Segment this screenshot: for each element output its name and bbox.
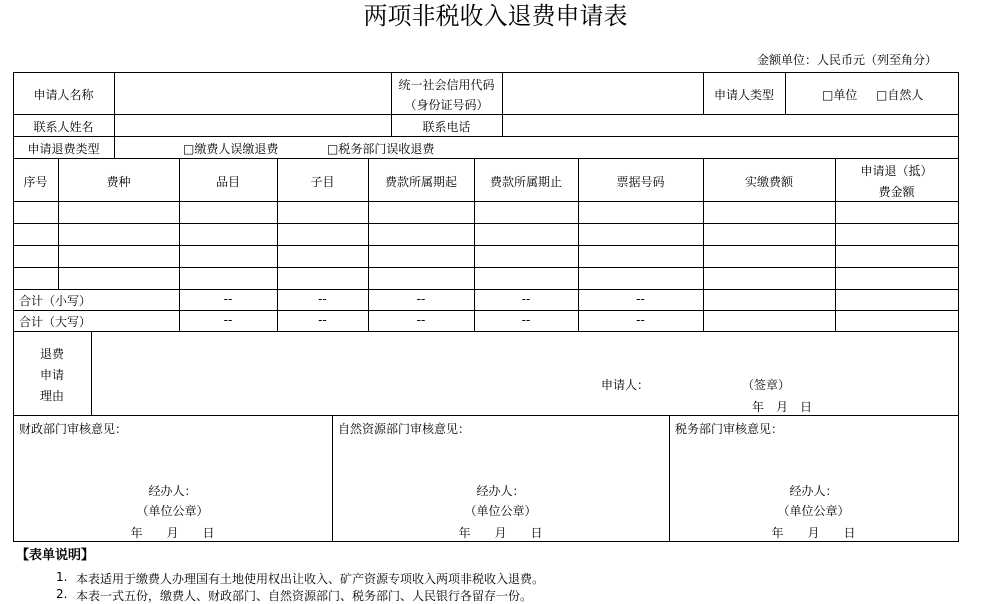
table-row[interactable]: [14, 202, 958, 223]
note-text: 本表一式五份，缴费人、财政部门、自然资源部门、税务部门、人民银行各留存一份。: [76, 589, 533, 603]
finance-handler: 经办人：: [148, 484, 197, 498]
note-number: 2.: [56, 587, 68, 601]
note-text: 本表适用于缴费人办理国有土地使用权出让收入、矿产资源专项收入两项非税收入退费。: [76, 572, 545, 586]
table-row[interactable]: [14, 246, 958, 267]
refund-type-label: 申请退费类型: [27, 142, 100, 156]
applicant-name-label: 申请人名称: [33, 88, 94, 102]
col-refund-amount-line2: 费金额: [878, 185, 915, 199]
col-receipt-no: 票据号码: [616, 175, 665, 189]
phone-label: 联系电话: [422, 120, 471, 134]
total-big-receipt-dash: --: [636, 313, 645, 327]
total-big-end-dash: --: [521, 313, 531, 327]
applicant-name-field[interactable]: [115, 73, 391, 114]
signature-seal-label: （签章）: [742, 378, 791, 392]
total-small-label: 合计（小写）: [19, 294, 92, 308]
resources-seal: （单位公章）: [464, 504, 537, 518]
col-seq: 序号: [23, 175, 48, 189]
finance-review-label: 财政部门审核意见：: [19, 422, 128, 436]
applicant-type-unit-checkbox[interactable]: □单位: [822, 88, 858, 102]
credit-code-field[interactable]: [503, 73, 703, 114]
col-fee-type: 费种: [106, 175, 131, 189]
col-period-start: 费款所属期起: [384, 175, 457, 189]
contact-name-field[interactable]: [115, 115, 391, 136]
applicant-sign-label: 申请人：: [601, 378, 650, 392]
col-item: 品目: [215, 175, 240, 189]
table-row[interactable]: [14, 268, 958, 289]
total-big-item-dash: --: [223, 313, 233, 327]
credit-code-label: 统一社会信用代码: [398, 78, 495, 92]
phone-field[interactable]: [503, 115, 958, 136]
form-title: 两项非税收入退费申请表: [363, 2, 628, 30]
finance-seal: （单位公章）: [136, 504, 209, 518]
resources-review-label: 自然资源部门审核意见：: [338, 422, 471, 436]
reason-label-1: 退费: [39, 347, 64, 361]
reason-label-2: 申请: [39, 368, 64, 382]
payer-error-refund-checkbox[interactable]: □缴费人误缴退费: [183, 142, 279, 156]
total-small-receipt-dash: --: [636, 292, 645, 306]
tax-error-refund-checkbox[interactable]: □税务部门误收退费: [327, 142, 435, 156]
note-number: 1.: [56, 570, 68, 584]
currency-unit: 金额单位：人民币元（列至角分）: [756, 53, 937, 67]
tax-handler: 经办人：: [789, 484, 838, 498]
total-small-subitem-dash: --: [318, 292, 327, 306]
reason-field[interactable]: [92, 332, 958, 372]
col-paid-amount: 实缴费额: [744, 175, 793, 189]
col-refund-amount-line1: 申请退（抵）: [860, 164, 933, 178]
total-small-end-dash: --: [521, 292, 531, 306]
resources-handler: 经办人：: [476, 484, 525, 498]
reason-date: 年 月 日: [752, 400, 813, 414]
notes-title: 【表单说明】: [16, 548, 95, 563]
resources-date: 年 月 日: [458, 526, 543, 540]
tax-review-label: 税务部门审核意见：: [675, 422, 784, 436]
total-big-start-dash: --: [416, 313, 426, 327]
table-row[interactable]: [14, 224, 958, 245]
total-small-start-dash: --: [416, 292, 426, 306]
col-sub-item: 子目: [310, 175, 335, 189]
total-big-label: 合计（大写）: [19, 315, 92, 329]
tax-date: 年 月 日: [771, 526, 856, 540]
tax-seal: （单位公章）: [777, 504, 850, 518]
applicant-type-person-checkbox[interactable]: □自然人: [876, 88, 924, 102]
finance-date: 年 月 日: [130, 526, 215, 540]
reason-label-3: 理由: [39, 389, 64, 403]
col-period-end: 费款所属期止: [489, 175, 562, 189]
total-small-item-dash: --: [223, 292, 233, 306]
id-number-label: （身份证号码）: [404, 98, 489, 112]
applicant-type-label: 申请人类型: [713, 88, 774, 102]
total-big-subitem-dash: --: [318, 313, 327, 327]
contact-name-label: 联系人姓名: [33, 120, 94, 134]
